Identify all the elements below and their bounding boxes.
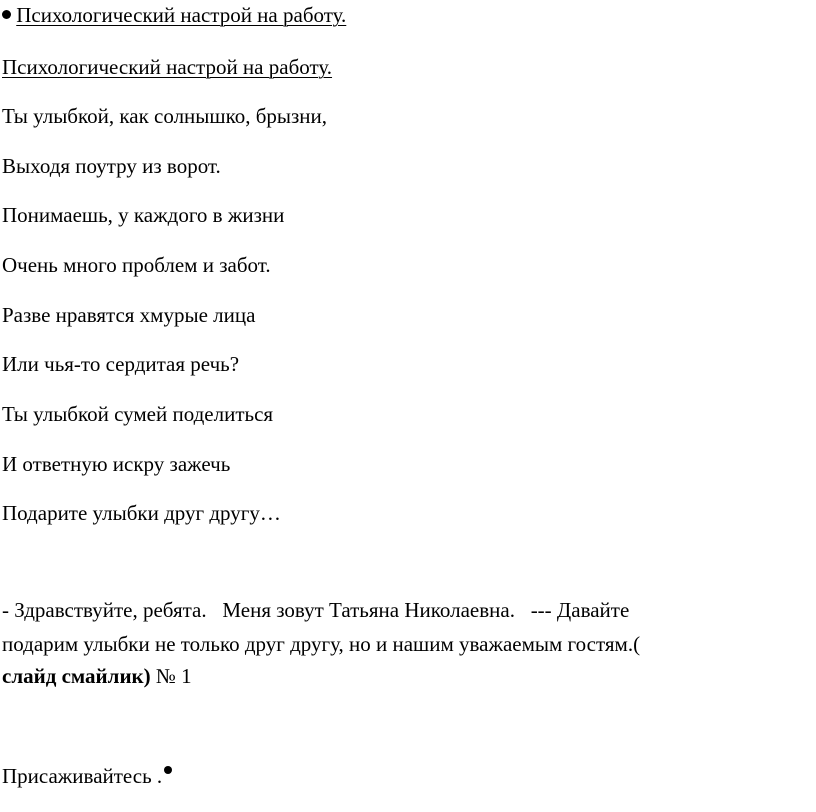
greeting-line: - Здравствуйте, ребята. Меня зовут Татьяна Николаевна. --- Давайте [2,598,630,622]
heading: Психологический настрой на работу. [2,55,333,79]
slide-number: № 1 [150,664,192,688]
bullet-icon [2,10,11,19]
poem-line: Разве нравятся хмурые лица [2,303,256,327]
title-text: Психологический настрой на работу. [16,3,347,27]
poem-line: Подарите улыбки друг другу… [2,501,281,525]
title-line [2,3,346,27]
poem-line: Очень много проблем и забот. [2,253,271,277]
closing-text: Присаживайтесь . [2,764,163,788]
slide-note [2,664,192,688]
poem-line: И ответную искру зажечь [2,452,231,476]
slide-note-bold: слайд смайлик) [2,664,151,688]
poem-line: Ты улыбкой сумей поделиться [2,402,274,426]
greeting-line-2: подарим улыбки не только друг другу, но и нашим уважаемым гостям.( [2,632,641,656]
poem-line: Понимаешь, у каждого в жизни [2,203,285,227]
closing-line [2,764,172,788]
poem-line: Ты улыбкой, как солнышко, брызни, [2,104,328,128]
poem-line: Выходя поутру из ворот. [2,154,221,178]
bullet-icon [164,766,172,774]
poem-line: Или чья-то сердитая речь? [2,352,240,376]
